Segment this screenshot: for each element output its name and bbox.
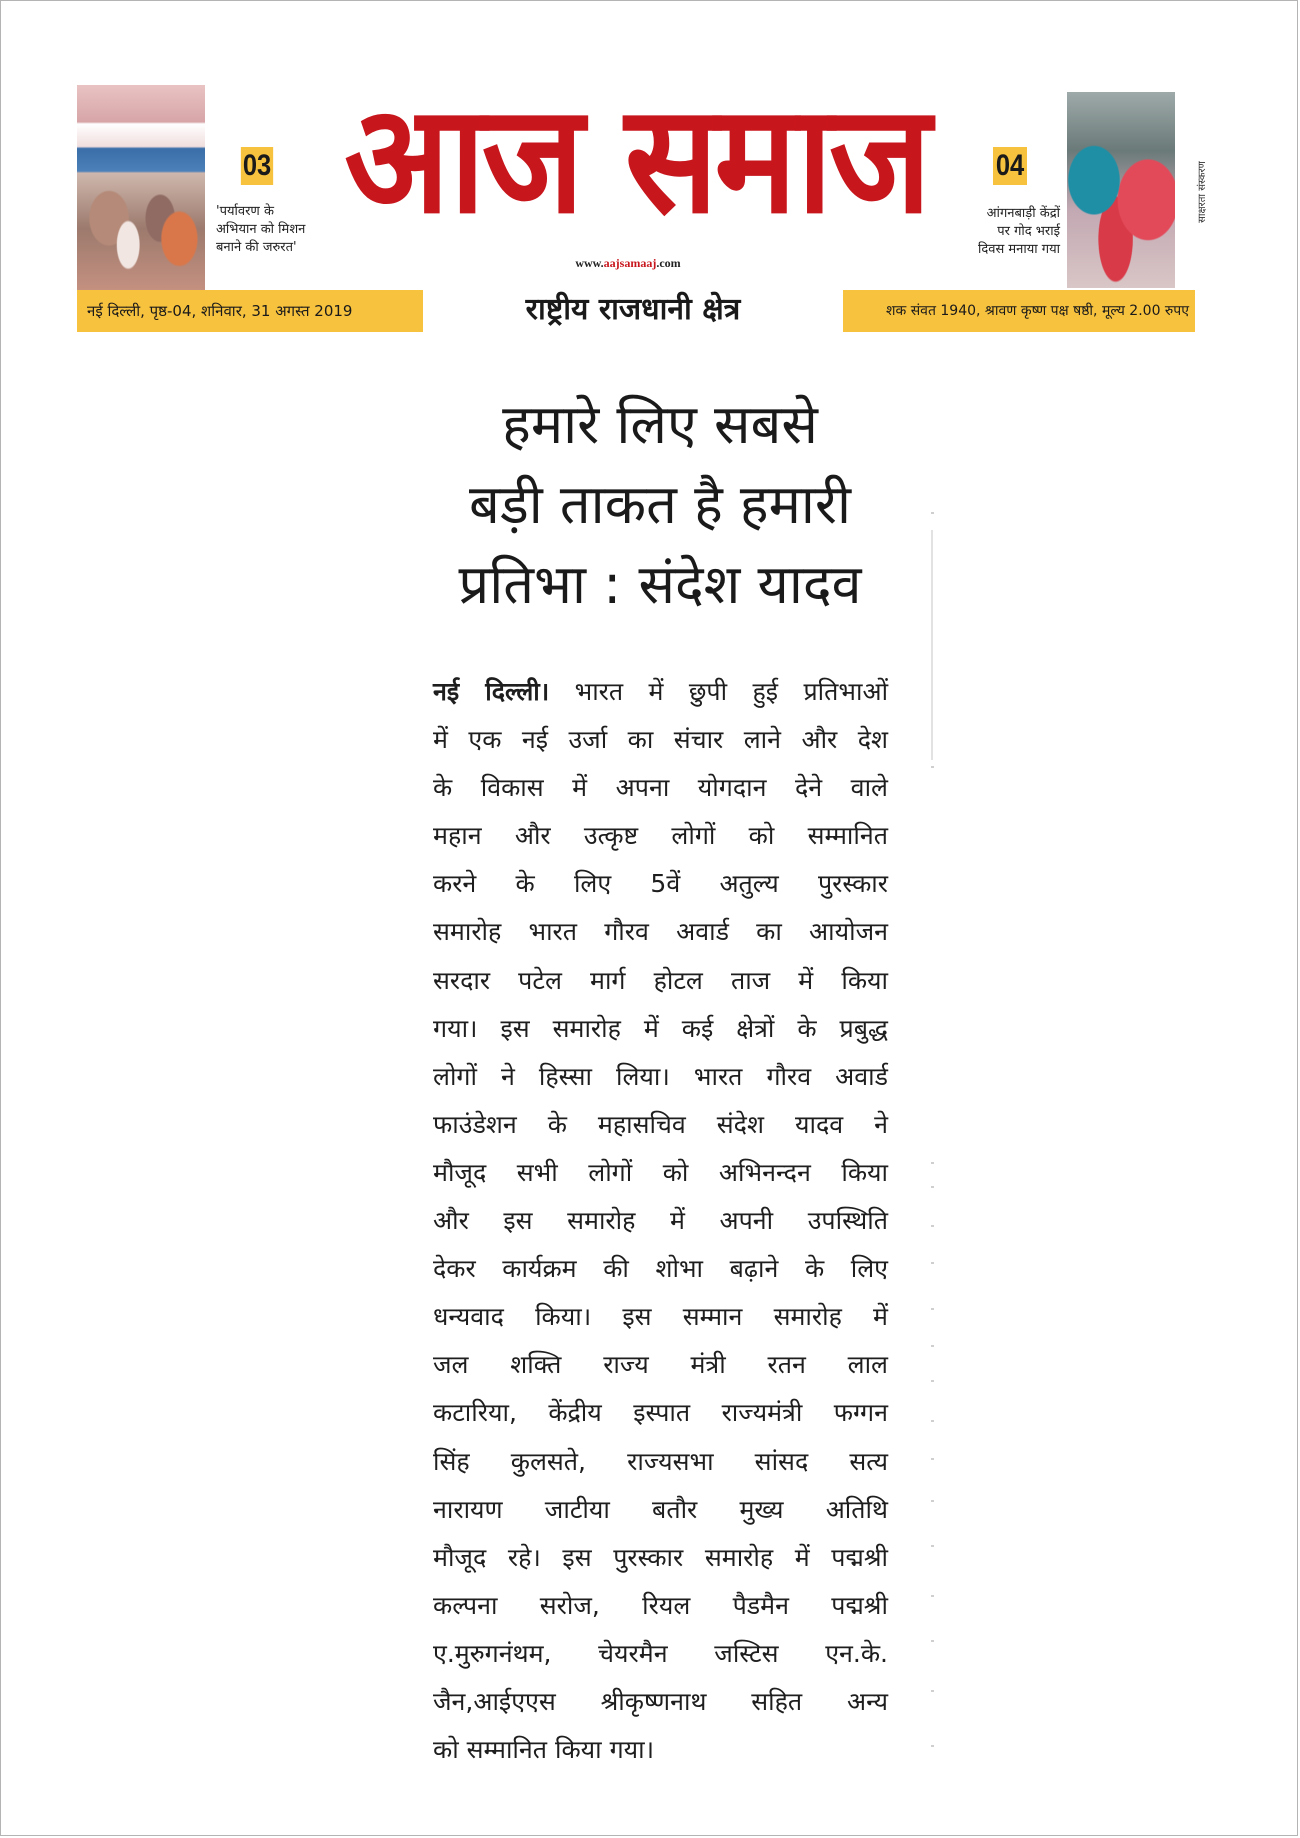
body-line: और इस समारोह में अपनी उपस्थिति	[433, 1206, 888, 1236]
body-line	[433, 668, 888, 716]
body-line: मौजूद सभी लोगों को अभिनन्दन किया	[433, 1157, 888, 1187]
article-body	[433, 668, 888, 1774]
body-line: लोगों ने हिस्सा लिया। भारत गौरव अवार्ड	[433, 1061, 888, 1091]
body-line: सिंह कुलसते, राज्यसभा सांसद सत्य	[433, 1446, 888, 1476]
body-line: नारायण जाटीया बतौर मुख्य अतिथि	[433, 1494, 888, 1524]
scan-speck	[931, 1640, 934, 1642]
scan-speck	[931, 1595, 934, 1597]
teaser-line: पर गोद भराई	[997, 224, 1060, 239]
body-line: ए.मुरुगनंथम, चेयरमैन जस्टिस एन.के.	[433, 1638, 888, 1668]
body-line: को सम्मानित किया गया।	[433, 1735, 655, 1765]
article-headline	[420, 385, 900, 625]
teaser-line: 'पर्यावरण के	[216, 204, 274, 219]
teaser-caption-right[interactable]	[960, 205, 1060, 259]
scan-speck	[931, 1500, 934, 1502]
calendar-bar: शक संवत 1940, श्रावण कृष्ण पक्ष षष्ठी, मूल्य 2.00 रुपए	[843, 290, 1195, 332]
body-line: महान और उत्कृष्ट लोगों को सम्मानित	[433, 821, 888, 851]
body-line: गया। इस समारोह में कई क्षेत्रों के प्रबुद्ध	[433, 1013, 888, 1043]
article-dateline: नई दिल्ली।	[433, 677, 550, 706]
photo-credit-vertical: साक्षरता संस्करण	[1197, 161, 1208, 223]
teaser-line: बनाने की जरुरत'	[216, 240, 297, 255]
url-prefix: www.	[575, 256, 604, 270]
headline-line: प्रतिभा : संदेश यादव	[458, 553, 862, 616]
edition-label: राष्ट्रीय राजधानी क्षेत्र	[525, 292, 741, 327]
body-line-text: भारत में छुपी हुई प्रतिभाओं	[549, 677, 888, 706]
teaser-caption-left[interactable]	[216, 203, 316, 257]
scan-speck	[931, 766, 934, 768]
scan-speck	[931, 1345, 934, 1347]
website-url[interactable]	[528, 256, 728, 271]
body-line: धन्यवाद किया। इस सम्मान समारोह में	[433, 1302, 888, 1332]
teaser-photo-right	[1067, 92, 1175, 288]
body-line: कल्पना सरोज, रियल पैडमैन पद्मश्री	[433, 1590, 888, 1620]
scan-speck	[931, 1380, 934, 1382]
body-line: में एक नई उर्जा का संचार लाने और देश	[433, 725, 888, 755]
body-line: समारोह भारत गौरव अवार्ड का आयोजन	[433, 917, 888, 947]
scan-speck	[931, 1225, 934, 1227]
teaser-line: अभियान को मिशन	[216, 222, 306, 237]
body-line: फाउंडेशन के महासचिव संदेश यादव ने	[433, 1109, 888, 1139]
url-accent: aajsamaaj	[603, 256, 657, 270]
scan-speck	[931, 1690, 934, 1692]
scan-speck	[931, 1308, 934, 1310]
scan-speck	[931, 1262, 934, 1264]
body-line: जल शक्ति राज्य मंत्री रतन लाल	[433, 1350, 888, 1380]
body-line: जैन,आईएएस श्रीकृष्णनाथ सहित अन्य	[433, 1686, 888, 1716]
headline-line: बड़ी ताकत है हमारी	[469, 473, 851, 536]
body-line: सरदार पटेल मार्ग होटल ताज में किया	[433, 965, 888, 995]
body-line: कटारिया, केंद्रीय इस्पात राज्यमंत्री फग्गन	[433, 1398, 888, 1428]
body-line: देकर कार्यक्रम की शोभा बढ़ाने के लिए	[433, 1254, 888, 1284]
teaser-line: आंगनबाड़ी केंद्रों	[986, 206, 1060, 221]
scan-speck	[931, 1745, 934, 1747]
body-line: के विकास में अपना योगदान देने वाले	[433, 773, 888, 803]
teaser-photo-left	[77, 85, 205, 290]
scan-speck	[931, 1458, 934, 1460]
scan-speck	[931, 1545, 934, 1547]
scan-speck	[931, 1162, 934, 1164]
page-number-badge: 03	[241, 147, 273, 185]
page-number-badge: 04	[993, 147, 1027, 185]
scan-speck	[931, 512, 934, 514]
newspaper-logo: आज समाज	[344, 73, 928, 247]
teaser-line: दिवस मनाया गया	[977, 242, 1060, 257]
body-line: करने के लिए 5वें अतुल्य पुरस्कार	[433, 869, 888, 899]
headline-line: हमारे लिए सबसे	[502, 393, 818, 456]
scan-speck	[931, 1186, 934, 1188]
dateline-bar: नई दिल्ली, पृष्ठ-04, शनिवार, 31 अगस्त 2019	[77, 290, 423, 332]
body-line: मौजूद रहे। इस पुरस्कार समारोह में पद्मश्री	[433, 1542, 888, 1572]
scan-speck	[931, 1420, 934, 1422]
column-rule	[931, 530, 933, 760]
url-suffix: .com	[656, 256, 681, 270]
